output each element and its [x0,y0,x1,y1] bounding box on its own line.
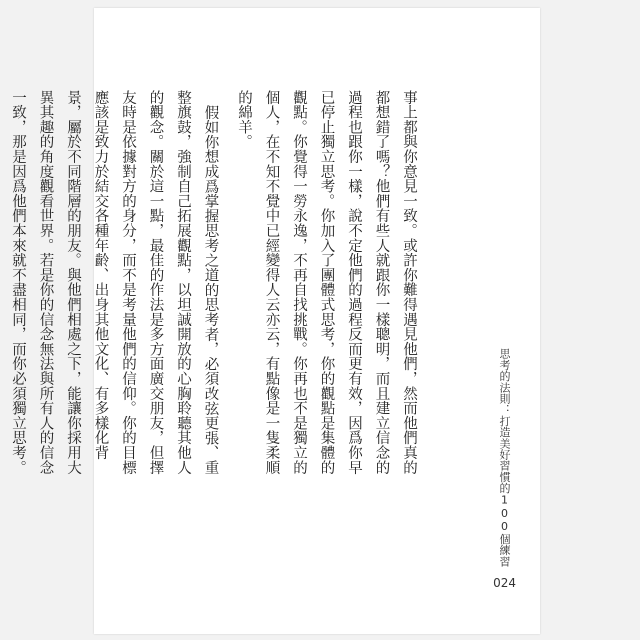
body-text [4,90,423,485]
book-page [10,8,540,634]
paragraph-2: 假如你想成爲掌握思考之道的思考者，必須改弦更張、重整旗鼓，強制自己拓展觀點，以坦誠開放的心胸聆聽其他人的觀念。關於這一點，最佳的作法是多方面廣交朋友，但擇友時是依據對方的身分，而不是考量他們的信仰。你的目標應該是致力於結交各種年齡、出身其他文化、有多樣化背景，屬於不同階層的朋友。與他們相處之下，能讓你採用大異其趣的角度觀看世界。若是你的信念無法與所有人的信念一致，那是因爲他們本來就不盡相同，而你必須獨立思考。 [10,90,219,475]
page-number: 024 [493,576,516,590]
running-title: 思考的法則：打造美好習慣的100個練習 [498,348,511,567]
paragraph-1: 事上都與你意見一致。或許你難得遇見他們，然而他們真的都想錯了嗎？他們有些人就跟你一樣聰明，而且建立信念的過程也跟你一樣，說不定他們的過程反而更有效，因爲你早已停止獨立思考。你加入了團體式思考，你的觀點是集體的觀點。你覺得一勞永逸，不再自找挑戰。你再也不是獨立的個人，在不知不覺中已經變得人云亦云，有點像是一隻柔順的綿羊。 [236,90,417,475]
